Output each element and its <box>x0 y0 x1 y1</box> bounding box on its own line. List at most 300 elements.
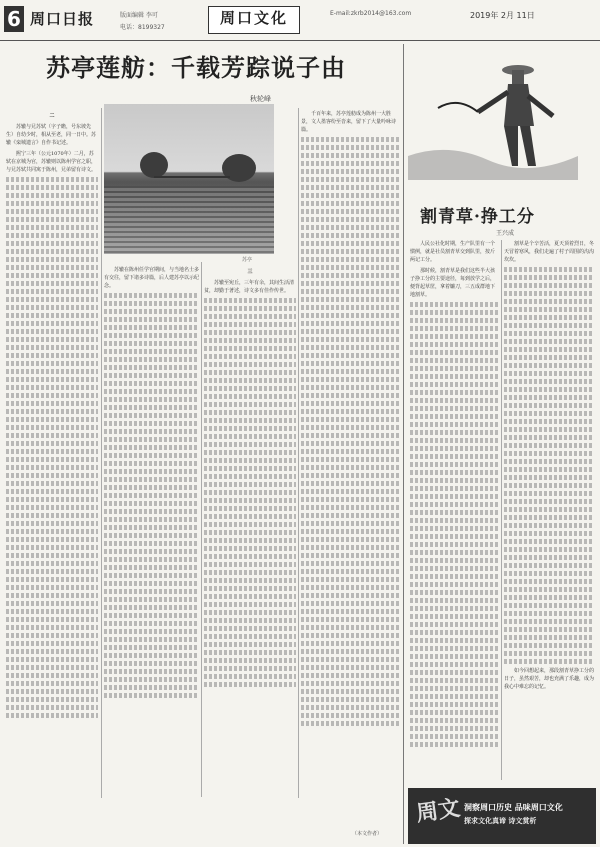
text-line <box>301 385 399 390</box>
text-line <box>204 322 296 327</box>
text-line <box>410 366 498 371</box>
text-line <box>410 534 498 539</box>
text-line <box>504 435 594 440</box>
banner-logo: 周文 <box>414 795 462 827</box>
text-line <box>204 666 296 671</box>
text-line <box>204 354 296 359</box>
text-line <box>6 225 98 230</box>
issue-date: 2019年 2月 11日 <box>470 11 535 20</box>
text-line <box>504 459 594 464</box>
text-line <box>104 365 199 370</box>
text-line <box>204 554 296 559</box>
text-line <box>410 638 498 643</box>
text-line <box>410 374 498 379</box>
text-line <box>104 381 199 386</box>
text-line <box>410 310 498 315</box>
text-line <box>104 549 199 554</box>
text-line <box>6 281 98 286</box>
text-line <box>6 337 98 342</box>
text-line <box>410 478 498 483</box>
text-line <box>6 529 98 534</box>
text-line <box>301 393 399 398</box>
text-line <box>6 673 98 678</box>
text-line <box>301 481 399 486</box>
text-line <box>301 145 399 150</box>
text-line <box>104 557 199 562</box>
text-line <box>504 355 594 360</box>
text-line <box>410 510 498 515</box>
column-divider <box>101 108 102 798</box>
text-line <box>6 385 98 390</box>
text-line <box>204 378 296 383</box>
text-line <box>6 353 98 358</box>
article-column-2 <box>104 266 199 796</box>
banner-line-1: 洞察周口历史 品味周口文化 <box>464 803 563 812</box>
text-line <box>301 257 399 262</box>
article2-column-2 <box>504 240 594 780</box>
text-line <box>410 702 498 707</box>
section-title: 周口文化 <box>208 6 300 34</box>
text-line <box>104 389 199 394</box>
column-divider <box>201 262 202 797</box>
text-line <box>410 334 498 339</box>
text-line <box>6 713 98 718</box>
text-line <box>410 502 498 507</box>
text-line <box>6 433 98 438</box>
text-line <box>301 137 399 142</box>
text-line <box>6 505 98 510</box>
text-line <box>504 403 594 408</box>
text-line <box>301 377 399 382</box>
text-line <box>6 625 98 630</box>
text-line <box>410 438 498 443</box>
text-line <box>504 387 594 392</box>
text-line <box>301 697 399 702</box>
text-line <box>504 427 594 432</box>
text-line <box>410 670 498 675</box>
text-line <box>104 301 199 306</box>
text-line <box>301 489 399 494</box>
text-line <box>204 546 296 551</box>
text-line <box>504 531 594 536</box>
text-line <box>301 353 399 358</box>
text-line <box>504 571 594 576</box>
text-line <box>504 379 594 384</box>
text-line <box>410 686 498 691</box>
text-line <box>6 489 98 494</box>
text-line <box>204 642 296 647</box>
text-line <box>301 425 399 430</box>
text-line <box>504 619 594 624</box>
text-line <box>301 217 399 222</box>
text-line <box>6 553 98 558</box>
text-line <box>410 718 498 723</box>
text-line <box>301 665 399 670</box>
text-line <box>504 579 594 584</box>
text-line <box>410 526 498 531</box>
text-line <box>6 569 98 574</box>
text-line <box>504 595 594 600</box>
text-line <box>204 658 296 663</box>
text-line <box>301 305 399 310</box>
text-line <box>204 298 296 303</box>
column-divider <box>298 108 299 798</box>
text-line <box>204 410 296 415</box>
text-line <box>504 291 594 296</box>
text-line <box>504 507 594 512</box>
text-line <box>204 442 296 447</box>
text-line <box>104 581 199 586</box>
text-line <box>301 553 399 558</box>
text-line <box>504 363 594 368</box>
text-line <box>504 627 594 632</box>
text-line <box>301 433 399 438</box>
text-line <box>504 371 594 376</box>
text-line <box>410 422 498 427</box>
text-line <box>301 705 399 710</box>
text-line <box>410 726 498 731</box>
text-line <box>301 265 399 270</box>
text-line <box>301 649 399 654</box>
text-line <box>204 682 296 687</box>
text-line <box>6 297 98 302</box>
text-line <box>301 369 399 374</box>
article-author: 秋轮峰 <box>250 95 271 103</box>
article2-author: 王兴成 <box>496 230 515 237</box>
text-line <box>301 521 399 526</box>
article2-paragraph: 人民公社化时期，生产队里有一个惯例，就是社员割青草交到队里，按斤两记工分。 <box>410 241 496 263</box>
text-line <box>104 317 199 322</box>
text-line <box>204 362 296 367</box>
text-line <box>301 721 399 726</box>
text-line <box>504 483 594 488</box>
text-line <box>6 265 98 270</box>
text-line <box>410 350 498 355</box>
text-line <box>301 457 399 462</box>
article2-title: 割青草·挣工分 <box>420 207 535 227</box>
text-line <box>301 177 399 182</box>
article2-paragraph: 那时候，割青草是我们这些半大孩子挣工分的主要途径，每到放学之后，便背起草筐，拿着镰刀，三五成群地下地割草。 <box>410 268 496 298</box>
text-line <box>301 297 399 302</box>
text-line <box>410 318 498 323</box>
article2-column-1 <box>410 240 498 780</box>
text-line <box>104 637 199 642</box>
text-line <box>104 429 199 434</box>
text-line <box>504 443 594 448</box>
text-line <box>504 491 594 496</box>
text-line <box>301 673 399 678</box>
text-line <box>104 669 199 674</box>
text-line <box>204 514 296 519</box>
text-line <box>6 377 98 382</box>
text-line <box>301 681 399 686</box>
text-line <box>410 614 498 619</box>
text-line <box>104 541 199 546</box>
banner-line-2: 探求文化真谛 诗文赏析 <box>464 817 537 825</box>
text-line <box>104 517 199 522</box>
text-line <box>204 330 296 335</box>
article-paragraph: 熙宁三年（公元1070年）二月，苏轼在京城为官，苏辙则以陈州学官之职，与兄苏轼共同寓于陈州，兄弟留有诗文。 <box>6 151 97 173</box>
text-line <box>301 441 399 446</box>
section-heading: 三 <box>247 269 253 275</box>
text-line <box>6 201 98 206</box>
text-line <box>410 622 498 627</box>
text-line <box>204 402 296 407</box>
text-line <box>6 617 98 622</box>
text-line <box>104 325 199 330</box>
text-line <box>6 401 98 406</box>
text-line <box>104 613 199 618</box>
text-line <box>104 349 199 354</box>
text-line <box>104 565 199 570</box>
text-line <box>301 321 399 326</box>
text-line <box>301 713 399 718</box>
text-line <box>104 605 199 610</box>
text-line <box>6 513 98 518</box>
email-info: E-mail:zkrb2014@163.com <box>330 10 412 17</box>
text-line <box>504 611 594 616</box>
text-line <box>410 734 498 739</box>
text-line <box>504 659 594 664</box>
text-line <box>410 390 498 395</box>
text-line <box>410 590 498 595</box>
text-line <box>6 665 98 670</box>
text-line <box>504 323 594 328</box>
text-line <box>104 333 199 338</box>
text-line <box>301 449 399 454</box>
text-line <box>410 582 498 587</box>
article-column-4 <box>301 110 399 800</box>
text-line <box>104 309 199 314</box>
text-line <box>301 617 399 622</box>
text-line <box>6 313 98 318</box>
text-line <box>204 394 296 399</box>
text-line <box>504 315 594 320</box>
text-line <box>504 339 594 344</box>
text-line <box>410 662 498 667</box>
text-line <box>204 482 296 487</box>
text-line <box>6 481 98 486</box>
text-line <box>6 185 98 190</box>
text-line <box>204 306 296 311</box>
text-line <box>104 461 199 466</box>
text-line <box>504 419 594 424</box>
farmer-sickle-illustration <box>408 56 578 180</box>
text-line <box>504 643 594 648</box>
text-line <box>204 434 296 439</box>
text-line <box>104 693 199 698</box>
text-line <box>410 558 498 563</box>
text-line <box>301 409 399 414</box>
text-line <box>204 618 296 623</box>
culture-column-banner <box>408 788 596 844</box>
text-line <box>6 457 98 462</box>
text-line <box>504 547 594 552</box>
text-line <box>104 485 199 490</box>
text-line <box>6 697 98 702</box>
text-line <box>504 411 594 416</box>
text-line <box>104 573 199 578</box>
text-line <box>6 689 98 694</box>
text-line <box>204 578 296 583</box>
text-line <box>204 418 296 423</box>
text-line <box>204 458 296 463</box>
text-line <box>104 357 199 362</box>
text-line <box>6 209 98 214</box>
text-line <box>410 398 498 403</box>
text-line <box>301 689 399 694</box>
text-line <box>504 347 594 352</box>
text-line <box>301 585 399 590</box>
text-line <box>204 586 296 591</box>
text-line <box>301 577 399 582</box>
text-line <box>301 625 399 630</box>
text-line <box>104 661 199 666</box>
text-line <box>410 574 498 579</box>
text-line <box>6 233 98 238</box>
text-line <box>301 657 399 662</box>
text-line <box>104 589 199 594</box>
text-line <box>104 421 199 426</box>
text-line <box>410 550 498 555</box>
phone-info: 电话：8199327 <box>120 24 165 31</box>
text-line <box>410 326 498 331</box>
text-line <box>6 649 98 654</box>
text-line <box>410 710 498 715</box>
text-line <box>6 361 98 366</box>
page-number: 6 <box>4 6 24 32</box>
pavilion-bridge <box>154 170 230 178</box>
text-line <box>301 561 399 566</box>
text-line <box>204 538 296 543</box>
text-line <box>204 506 296 511</box>
text-line <box>6 417 98 422</box>
text-line <box>6 593 98 598</box>
water-reflection <box>104 186 274 254</box>
text-line <box>204 634 296 639</box>
text-line <box>104 621 199 626</box>
newspaper-name: 周口日报 <box>30 10 95 28</box>
text-line <box>104 397 199 402</box>
text-line <box>504 331 594 336</box>
text-line <box>410 606 498 611</box>
text-line <box>504 475 594 480</box>
text-line <box>504 451 594 456</box>
text-line <box>301 529 399 534</box>
text-line <box>104 477 199 482</box>
text-line <box>410 406 498 411</box>
text-line <box>204 474 296 479</box>
text-line <box>301 345 399 350</box>
text-line <box>504 283 594 288</box>
text-line <box>301 161 399 166</box>
text-line <box>6 657 98 662</box>
text-line <box>104 629 199 634</box>
text-line <box>301 185 399 190</box>
text-line <box>204 650 296 655</box>
text-line <box>104 645 199 650</box>
text-line <box>104 533 199 538</box>
text-line <box>301 401 399 406</box>
text-line <box>410 694 498 699</box>
text-line <box>204 602 296 607</box>
text-line <box>301 361 399 366</box>
text-line <box>504 635 594 640</box>
text-line <box>410 646 498 651</box>
column-divider <box>501 240 502 780</box>
text-line <box>104 341 199 346</box>
text-line <box>104 293 199 298</box>
article2-paragraph: 如今回想起来，那段割青草挣工分的日子，虽然艰苦，却也充满了乐趣，成为我心中难忘的记忆。 <box>504 668 594 690</box>
text-line <box>301 513 399 518</box>
text-line <box>6 441 98 446</box>
text-line <box>204 426 296 431</box>
text-line <box>504 603 594 608</box>
text-line <box>301 313 399 318</box>
text-line <box>204 626 296 631</box>
text-line <box>301 281 399 286</box>
text-line <box>6 321 98 326</box>
grass-field <box>408 150 578 180</box>
text-line <box>104 413 199 418</box>
text-line <box>6 585 98 590</box>
text-line <box>504 307 594 312</box>
text-line <box>6 217 98 222</box>
text-line <box>6 545 98 550</box>
text-line <box>504 587 594 592</box>
article-divider <box>403 44 404 844</box>
text-line <box>204 522 296 527</box>
text-line <box>301 641 399 646</box>
text-line <box>6 681 98 686</box>
text-line <box>6 369 98 374</box>
text-line <box>6 561 98 566</box>
text-line <box>6 601 98 606</box>
editor-info: 版面编辑 李可 <box>120 12 158 19</box>
text-line <box>6 305 98 310</box>
text-line <box>104 525 199 530</box>
text-line <box>204 562 296 567</box>
text-line <box>6 609 98 614</box>
text-line <box>301 417 399 422</box>
text-line <box>301 289 399 294</box>
text-line <box>204 338 296 343</box>
text-line <box>6 345 98 350</box>
text-line <box>104 653 199 658</box>
text-line <box>410 414 498 419</box>
text-line <box>301 153 399 158</box>
section-heading: 二 <box>49 113 55 119</box>
text-line <box>104 677 199 682</box>
text-line <box>301 273 399 278</box>
text-line <box>204 314 296 319</box>
text-line <box>6 409 98 414</box>
text-line <box>410 542 498 547</box>
text-line <box>204 346 296 351</box>
text-line <box>410 654 498 659</box>
text-line <box>504 523 594 528</box>
text-line <box>410 358 498 363</box>
page-header <box>0 0 600 41</box>
text-line <box>301 169 399 174</box>
text-line <box>104 405 199 410</box>
text-line <box>410 302 498 307</box>
text-line <box>104 493 199 498</box>
text-line <box>410 462 498 467</box>
text-line <box>6 521 98 526</box>
text-line <box>301 537 399 542</box>
text-line <box>6 497 98 502</box>
